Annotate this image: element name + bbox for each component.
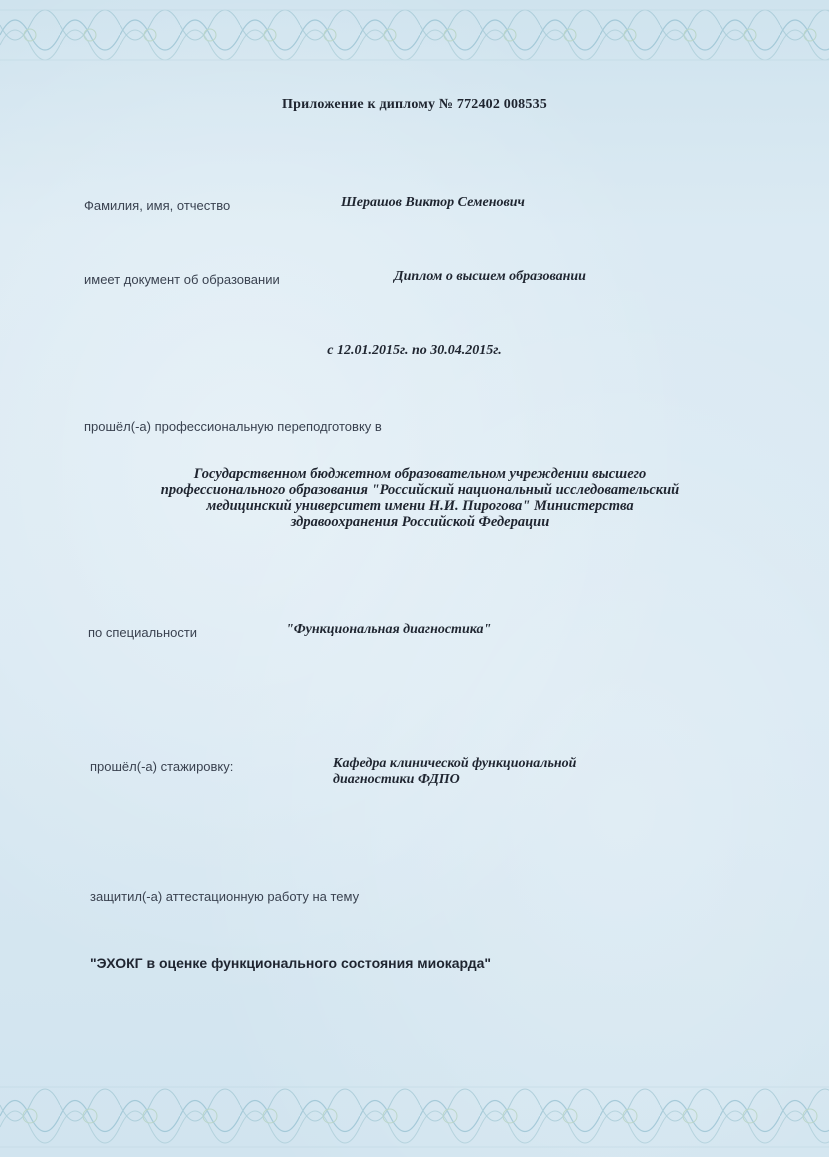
education-doc-value: Диплом о высшем образовании (394, 269, 586, 284)
thesis-topic: "ЭХОКГ в оценке функционального состояния миокарда" (90, 955, 492, 971)
institution-line: здравоохранения Российской Федерации (290, 514, 550, 530)
institution-name (80, 466, 760, 530)
education-doc-label: имеет документ об образовании (84, 272, 280, 287)
institution-line: медицинский университет имени Н.И. Пирогова" Министерства (206, 498, 634, 514)
institution-line: Государственном бюджетном образовательном учреждении высшего (193, 466, 647, 482)
decorative-border-bottom (0, 1075, 829, 1157)
specialty-value: "Функциональная диагностика" (286, 622, 492, 637)
decorative-border-top (0, 0, 829, 70)
internship-line: диагностики ФДПО (333, 772, 460, 787)
internship-label: прошёл(-а) стажировку: (90, 759, 234, 774)
thesis-label: защитил(-а) аттестационную работу на тему (90, 889, 360, 904)
study-period: с 12.01.2015г. по 30.04.2015г. (327, 343, 502, 358)
institution-line: профессионального образования "Российский национальный исследовательский (160, 482, 680, 498)
internship-line: Кафедра клинической функциональной (333, 756, 577, 771)
document-title: Приложение к диплому № 772402 008535 (282, 97, 547, 112)
internship-value (333, 756, 673, 788)
retraining-label: прошёл(-а) профессиональную переподготовку в (84, 419, 382, 434)
specialty-label: по специальности (88, 625, 198, 640)
fio-label: Фамилия, имя, отчество (84, 198, 231, 213)
fio-value: Шерашов Виктор Семенович (341, 195, 525, 210)
